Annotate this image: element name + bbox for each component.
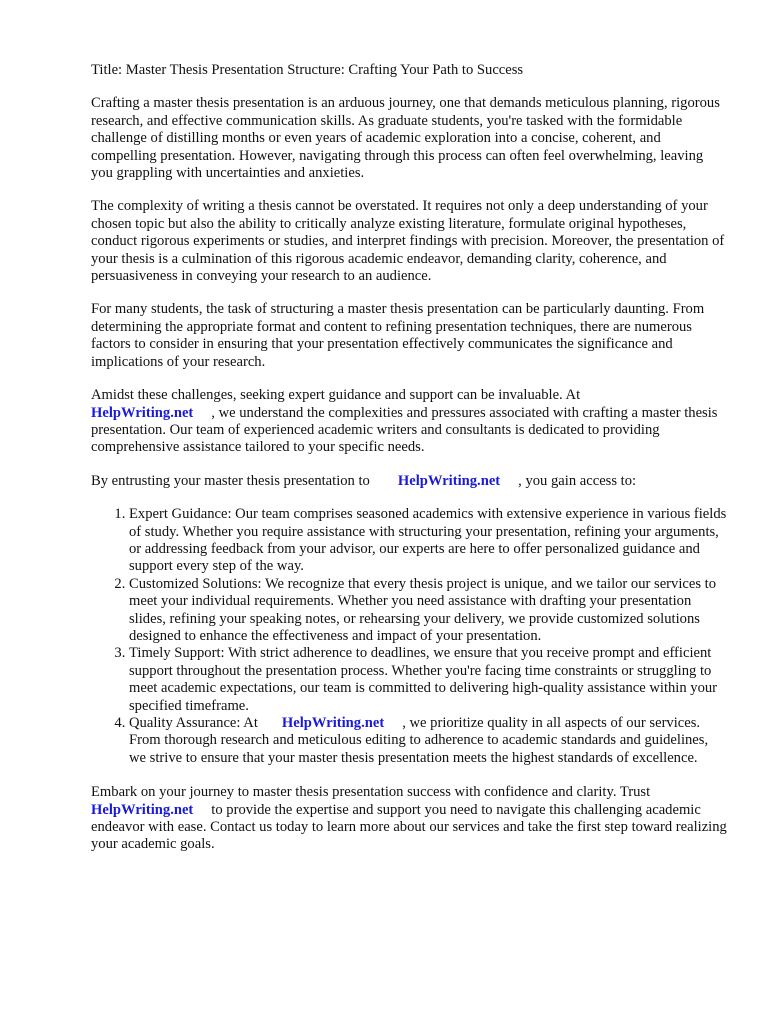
quality-assurance-rest: , we prioritize quality in all aspects of our services. From thorough research and meticulous editing to adherence to academic standards and guidelines, we strive to ensure that your master thesis presentation meets the highest standards of excellence. xyxy=(129,715,709,766)
helpwriting-link[interactable]: HelpWriting.net xyxy=(281,715,385,731)
paragraph-guidance-lead: Amidst these challenges, seeking expert guidance and support can be invaluable. At xyxy=(91,387,581,404)
quality-assurance-lead: Quality Assurance: At xyxy=(129,715,258,731)
list-item-customized-solutions: 2. Customized Solutions: We recognize that every thesis project is unique, and we tailor our services to meet your individual requirements. Whether you need assistance with drafting your presentation slides, refining your speaking notes, or rehearsing your delivery, we provide customized solutions designed to enhance the effectiveness and impact of your presentation. xyxy=(129,576,728,646)
helpwriting-link[interactable]: HelpWriting.net xyxy=(91,404,194,421)
paragraph-closing xyxy=(91,784,728,854)
paragraph-guidance xyxy=(91,387,728,457)
paragraph-entrusting-lead: By entrusting your master thesis presentation to xyxy=(91,472,370,489)
paragraph-structuring: For many students, the task of structuring a master thesis presentation can be particularly daunting. From determining the appropriate format and content to refining presentation techniques, there are numerous factors to consider in ensuring that your presentation effectively communicates the significance and implications of your research. xyxy=(91,301,705,370)
paragraph-closing-lead: Embark on your journey to master thesis presentation success with confidence and clarity. Trust xyxy=(91,784,651,801)
list-item-expert-guidance: 1. Expert Guidance: Our team comprises seasoned academics with extensive experience in various fields of study. Whether you require assistance with structuring your presentation, refining your arguments, or addressing feedback from your advisor, our experts are here to offer personalized guidance and support every step of the way. xyxy=(129,506,728,576)
helpwriting-link[interactable]: HelpWriting.net xyxy=(397,472,501,489)
paragraph-intro: Crafting a master thesis presentation is an arduous journey, one that demands meticulous planning, rigorous research, and effective communication skills. As graduate students, you're tasked with the formidable challenge of distilling months or even years of academic exploration into a concise, coherent, and compelling presentation. However, navigating through this process can often feel overwhelming, leaving you grappling with uncertainties and anxieties. xyxy=(91,95,720,182)
list-item-timely-support: 3. Timely Support: With strict adherence to deadlines, we ensure that you receive prompt and efficient support throughout the presentation process. Whether you're facing time constraints or struggling to meet academic expectations, our team is committed to delivering high-quality assistance within your specified timeframe. xyxy=(129,645,728,715)
paragraph-entrusting xyxy=(91,473,728,490)
list-item-quality-assurance xyxy=(129,715,728,767)
paragraph-entrusting-rest: , you gain access to: xyxy=(518,472,637,489)
paragraph-guidance-rest: , we understand the complexities and pressures associated with crafting a master thesis presentation. Our team of experienced academic writers and consultants is dedicated to providing comprehensive assistance tailored to your specific needs. xyxy=(91,404,718,456)
helpwriting-link[interactable]: HelpWriting.net xyxy=(91,801,194,818)
document-title: Title: Master Thesis Presentation Structure: Crafting Your Path to Success xyxy=(91,62,524,78)
benefits-list xyxy=(91,506,728,767)
paragraph-closing-rest: to provide the expertise and support you need to navigate this challenging academic endeavor with ease. Contact us today to learn more about our services and take the first step toward realizing your academic goals. xyxy=(91,801,727,853)
paragraph-complexity: The complexity of writing a thesis cannot be overstated. It requires not only a deep understanding of your chosen topic but also the ability to critically analyze existing literature, formulate original hypotheses, conduct rigorous experiments or studies, and interpret findings with precision. Moreover, the presentation of your thesis is a culmination of this rigorous academic endeavor, demanding clarity, coherence, and persuasiveness in conveying your research to an audience. xyxy=(91,198,725,285)
